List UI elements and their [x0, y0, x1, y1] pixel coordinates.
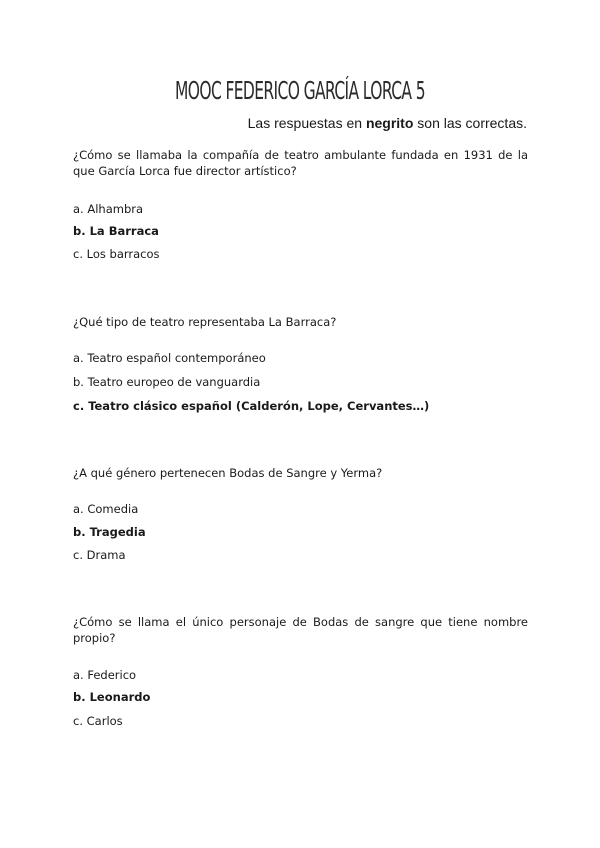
question-4-option-c: c. Carlos [73, 714, 123, 728]
question-3-option-c: c. Drama [73, 548, 126, 562]
question-1-option-b-correct: b. La Barraca [73, 224, 159, 238]
question-1-option-a: a. Alhambra [73, 202, 144, 216]
answer-key-note [248, 115, 527, 131]
question-4-option-b-correct: b. Leonardo [73, 690, 151, 704]
question-4-option-a: a. Federico [73, 668, 137, 682]
answer-key-suffix: son las correctas. [413, 115, 527, 131]
question-2-option-b: b. Teatro europeo de vanguardia [73, 375, 261, 389]
question-2-option-c-correct: c. Teatro clásico español (Calderón, Lope, Cervantes…) [73, 399, 430, 413]
question-3-option-b-correct: b. Tragedia [73, 525, 146, 539]
question-1-text: ¿Cómo se llamaba la compañía de teatro ambulante fundada en 1931 de la que García Lorca fue director artístico? [73, 148, 528, 178]
document-title: MOOC FEDERICO GARCÍA LORCA 5 [175, 76, 425, 105]
answer-key-bold-word: negrito [365, 115, 414, 131]
question-2-text: ¿Qué tipo de teatro representaba La Barraca? [73, 315, 337, 329]
answer-key-prefix: Las respuestas en [247, 115, 366, 131]
question-2-option-a: a. Teatro español contemporáneo [73, 351, 266, 365]
question-4-text: ¿Cómo se llama el único personaje de Bodas de sangre que tiene nombre propio? [73, 615, 528, 645]
question-3-option-a: a. Comedia [73, 502, 139, 516]
question-1-option-c: c. Los barracos [73, 247, 160, 261]
question-3-text: ¿A qué género pertenecen Bodas de Sangre y Yerma? [73, 466, 383, 480]
